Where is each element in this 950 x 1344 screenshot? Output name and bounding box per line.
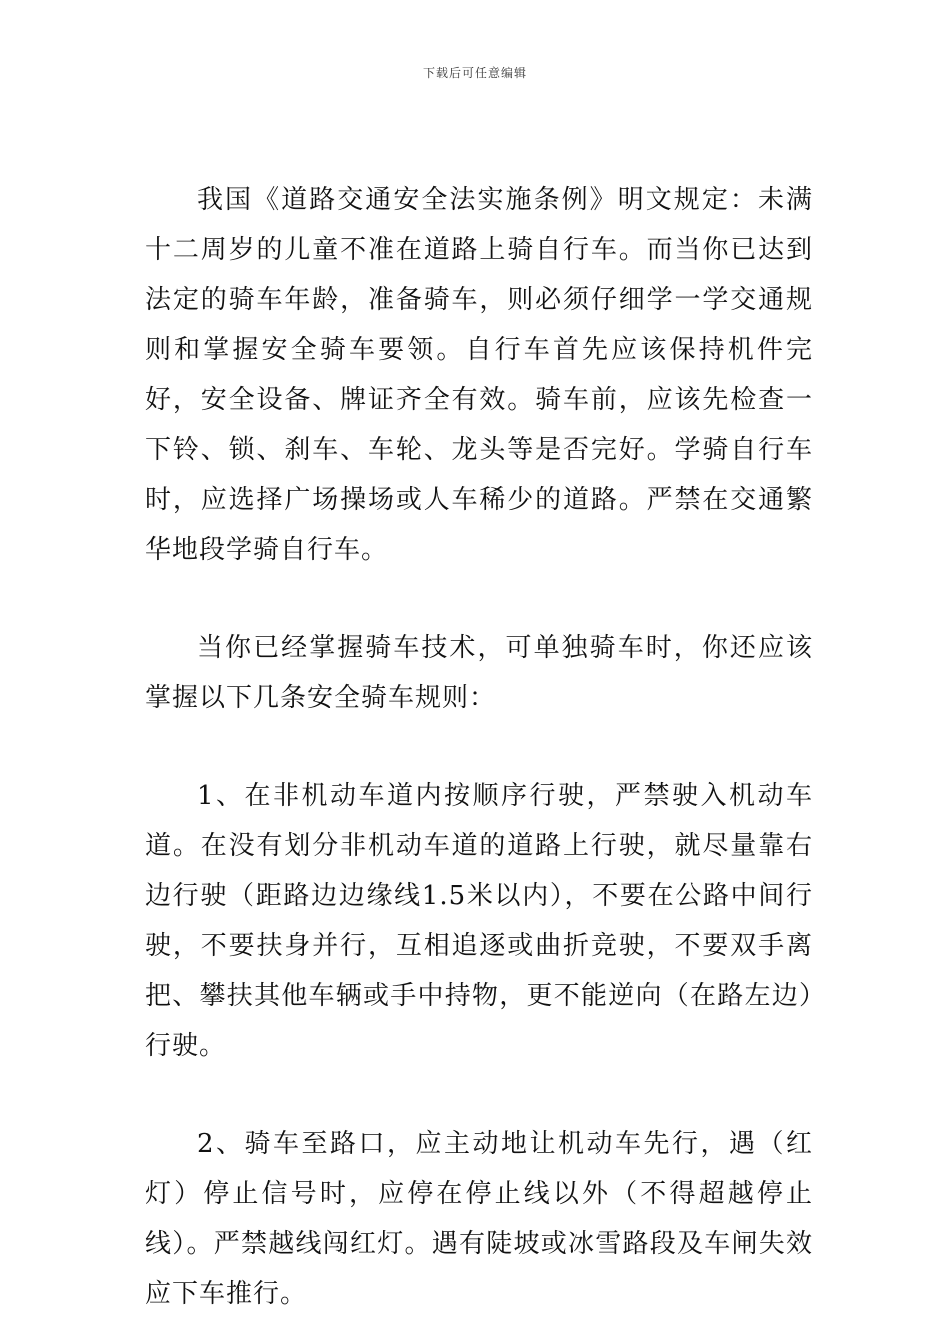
document-body	[145, 175, 813, 1319]
paragraph-1: 我国《道路交通安全法实施条例》明文规定：未满十二周岁的儿童不准在道路上骑自行车。而当你已达到法定的骑车年龄，准备骑车，则必须仔细学一学交通规则和掌握安全骑车要领。自行车首先应该保持机件完好，安全设备、牌证齐全有效。骑车前，应该先检查一下铃、锁、刹车、车轮、龙头等是否完好。学骑自行车时，应选择广场操场或人车稀少的道路。严禁在交通繁华地段学骑自行车。	[145, 185, 813, 565]
paragraph-4: 2、骑车至路口，应主动地让机动车先行，遇（红灯）停止信号时，应停在停止线以外（不得超越停止线）。严禁越线闯红灯。遇有陡坡或冰雪路段及车闸失效应下车推行。	[145, 1129, 813, 1309]
paragraph-2: 当你已经掌握骑车技术，可单独骑车时，你还应该掌握以下几条安全骑车规则：	[145, 633, 813, 713]
paragraph-3: 1、在非机动车道内按顺序行驶，严禁驶入机动车道。在没有划分非机动车道的道路上行驶，就尽量靠右边行驶（距路边边缘线1.5米以内），不要在公路中间行驶，不要扶身并行，互相追逐或曲折竞驶，不要双手离把、攀扶其他车辆或手中持物，更不能逆向（在路左边）行驶。	[145, 781, 813, 1061]
header-note: 下载后可任意编辑	[422, 66, 527, 80]
